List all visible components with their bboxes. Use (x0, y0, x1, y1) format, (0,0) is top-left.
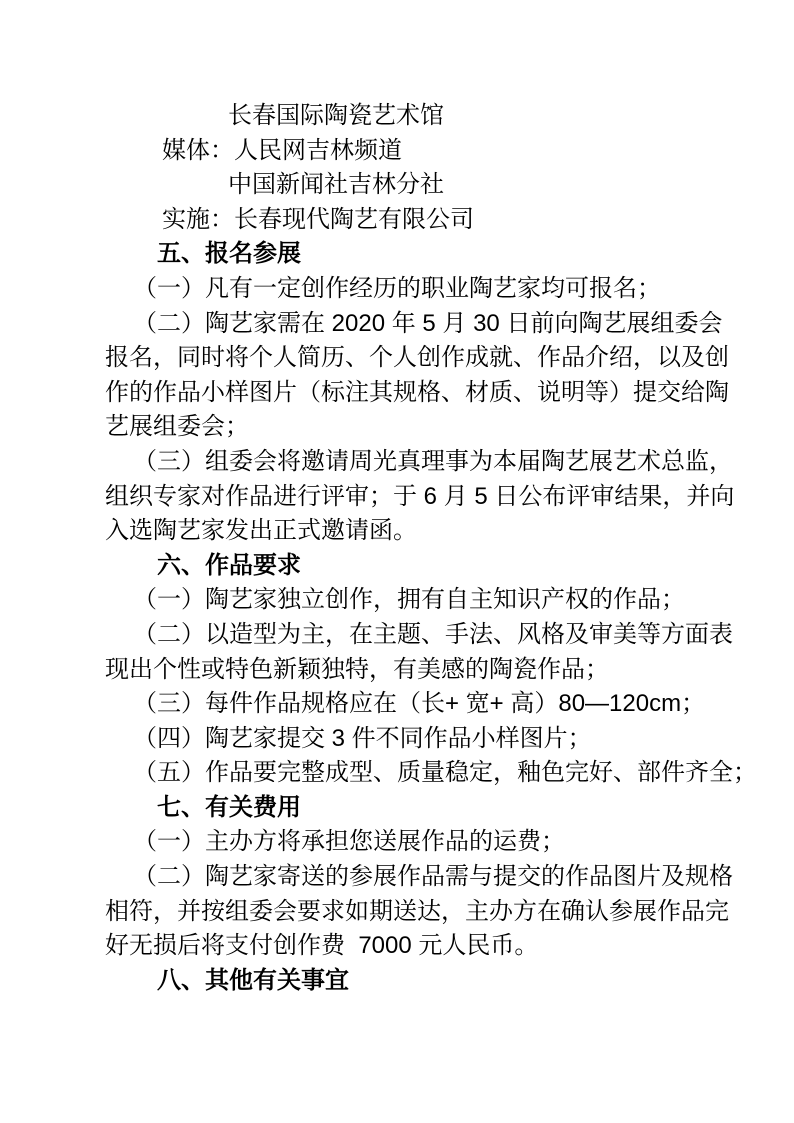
section-heading-8: 八、其他有关事宜 (157, 966, 349, 994)
doc-line: 相符，并按组委会要求如期送达，主办方在确认参展作品完 (105, 897, 729, 925)
doc-line: 作的作品小样图片（标注其规格、材质、说明等）提交给陶 (105, 378, 729, 406)
doc-line: （一）凡有一定创作经历的职业陶艺家均可报名； (133, 274, 661, 302)
doc-line: （三）每件作品规格应在（长+ 宽+ 高）80—120cm； (133, 690, 706, 718)
doc-line: 好无损后将支付创作费 7000 元人民币。 (105, 932, 539, 960)
section-heading-6: 六、作品要求 (157, 551, 301, 579)
document-content (105, 99, 757, 998)
doc-line: 现出个性或特色新颖独特，有美感的陶瓷作品； (105, 655, 609, 683)
doc-line: 入选陶艺家发出正式邀请函。 (105, 517, 417, 545)
doc-line: （二）陶艺家寄送的参展作品需与提交的作品图片及规格 (133, 863, 733, 891)
doc-line: 组织专家对作品进行评审；于 6 月 5 日公布评审结果，并向 (105, 482, 735, 510)
doc-line: （二）以造型为主，在主题、手法、风格及审美等方面表 (133, 620, 733, 648)
doc-line: （一）主办方将承担您送展作品的运费； (133, 828, 565, 856)
doc-line: （一）陶艺家独立创作，拥有自主知识产权的作品； (133, 586, 685, 614)
doc-line: （二）陶艺家需在 2020 年 5 月 30 日前向陶艺展组委会 (133, 309, 723, 337)
doc-line: （五）作品要完整成型、质量稳定，釉色完好、部件齐全； (133, 759, 757, 787)
doc-line: （四）陶艺家提交 3 件不同作品小样图片； (133, 724, 592, 752)
doc-line-media-label: 媒体：人民网吉林频道 (162, 136, 402, 164)
doc-line-organization: 中国新闻社吉林分社 (228, 171, 444, 199)
doc-line-organization: 长春国际陶瓷艺术馆 (228, 102, 444, 129)
section-heading-5: 五、报名参展 (157, 240, 301, 268)
section-heading-7: 七、有关费用 (157, 793, 301, 821)
doc-line: （三）组委会将邀请周光真理事为本届陶艺展艺术总监， (133, 447, 733, 475)
doc-line: 报名，同时将个人简历、个人创作成就、作品介绍，以及创 (105, 344, 729, 372)
doc-line-implementation-label: 实施：长春现代陶艺有限公司 (162, 205, 474, 233)
doc-line: 艺展组委会； (105, 413, 249, 441)
